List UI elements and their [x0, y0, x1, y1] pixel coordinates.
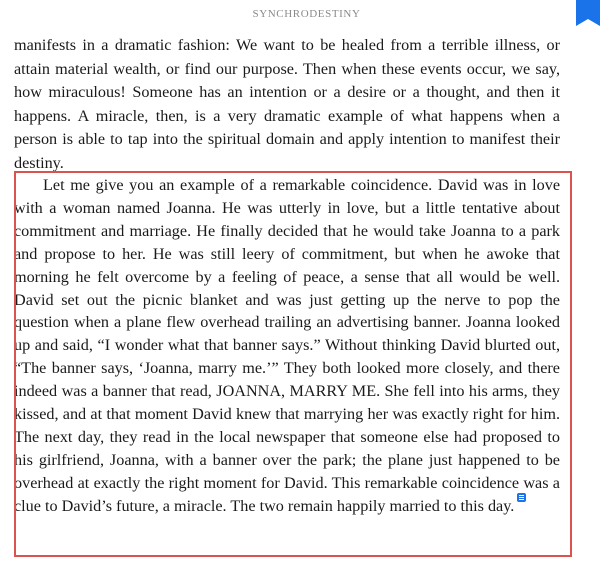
paragraph-continuation: manifests in a dramatic fashion: We want to be healed from a terrible illness, or attain material wealth, or find our purpose. Then when these events occur, we say, how miraculous! Someone has an intention or a desire or a thought, and then it happens. A miracle, then, is a very dramatic example of what happens when a person is able to tap into the spiritual domain and apply intention to manifest their destiny. — [14, 36, 560, 172]
bookmark-icon — [575, 0, 601, 26]
running-header-title: SYNCHRODESTINY — [252, 8, 361, 20]
highlighted-paragraph-text: Let me give you an example of a remarkable coincidence. David was in love with a woman named Joanna. He was utterly in love, but a little tentative about commitment and marriage. He finally decided that he would take Joanna to a park and propose to her. He was still leery of commitment, but when he awoke that morning he felt overcome by a feeling of peace, a sense that all would be well. David set out the picnic blanket and was just getting up the nerve to pop the question when a plane flew overhead trailing an advertising banner. Joanna looked up and said, “I wonder what that banner says.” Without thinking David blurted out, “The banner says, ‘Joanna, marry me.’” They both looked more closely, and there indeed was a banner that read, JOANNA, MARRY ME. She fell into his arms, they kissed, and at that moment David knew that marrying her was exactly right for him. The next day, they read in the local newspaper that someone else had proposed to his girlfriend, Joanna, with a banner over the park; the plane just happened to be overhead at exactly the right moment for David. This remarkable coincidence was a clue to David’s future, a miracle. The two remain happily married to this day. — [14, 176, 560, 515]
page-body — [14, 34, 560, 176]
note-icon[interactable] — [517, 493, 526, 502]
highlighted-paragraph[interactable] — [14, 174, 560, 518]
bookmark-button[interactable] — [575, 0, 601, 26]
